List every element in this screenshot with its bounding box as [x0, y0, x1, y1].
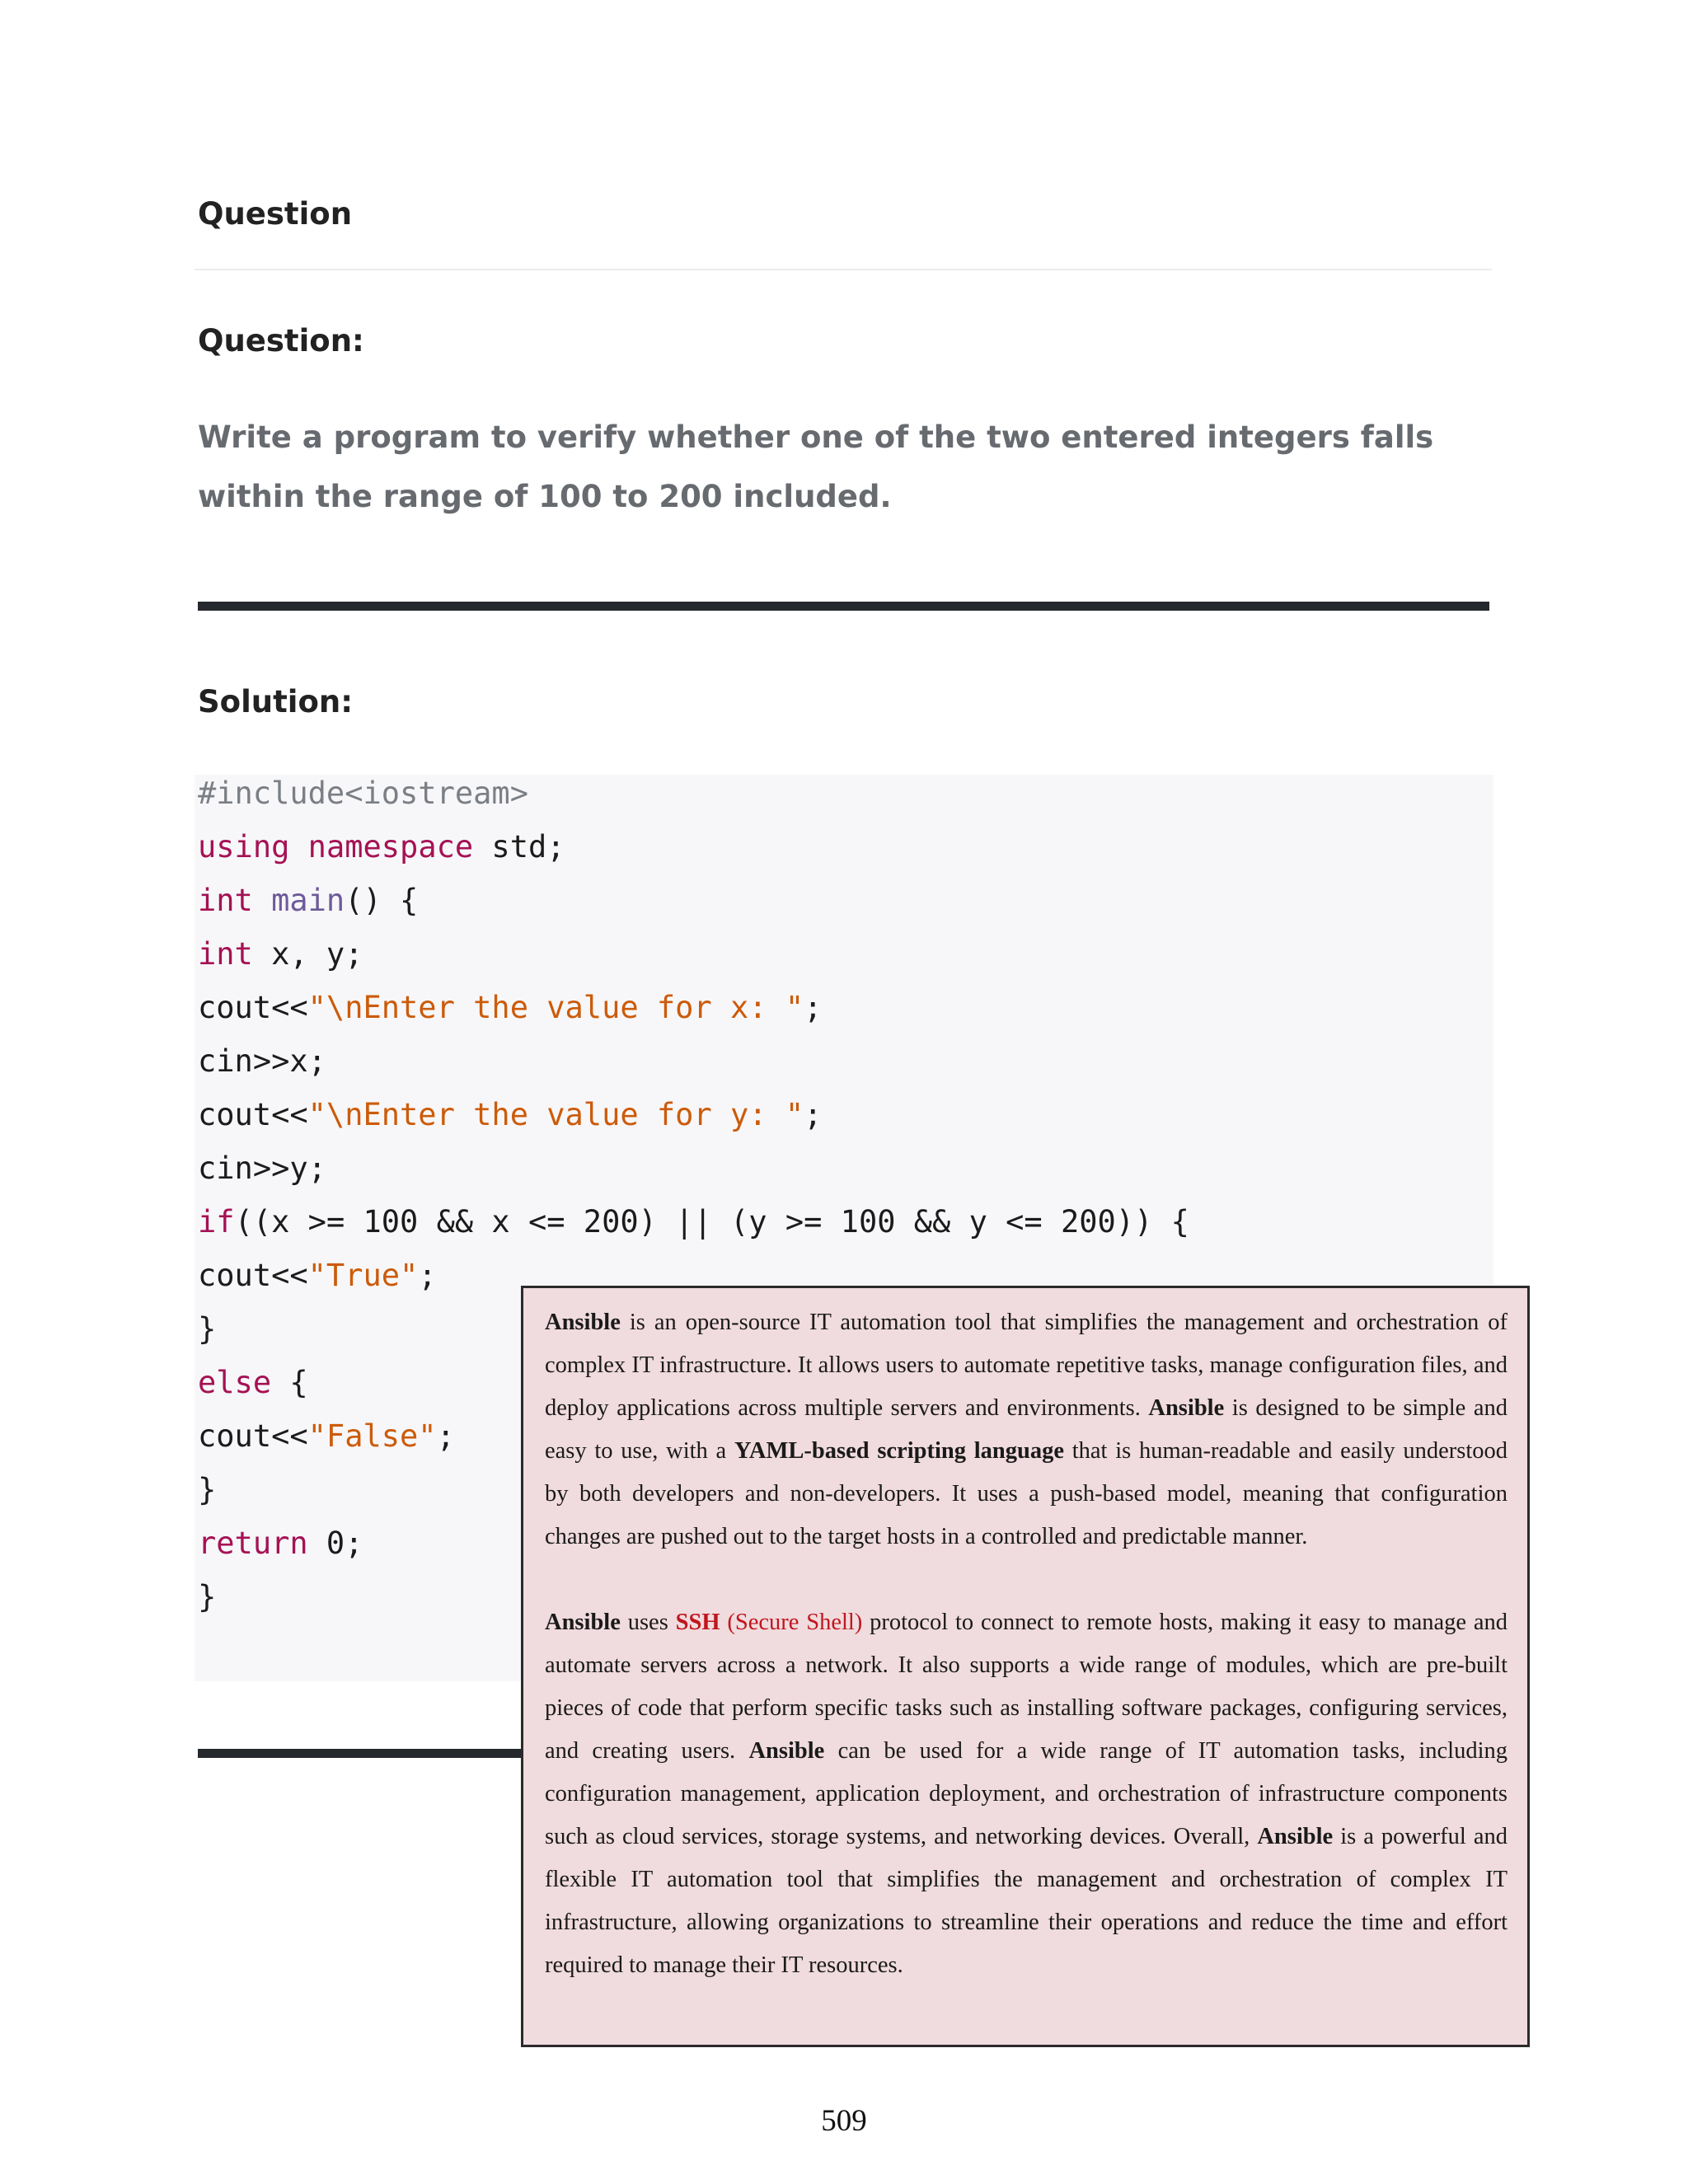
separator-bar: [198, 602, 1489, 611]
code-line: }: [198, 1311, 217, 1347]
code-line: using namespace std;: [198, 829, 565, 865]
code-line: return 0;: [198, 1526, 363, 1561]
callout-paragraph-1: Ansible is an open-source IT automation tool that simplifies the management and orchestration of complex IT infrastructure. It allows users to automate repetitive tasks, manage configuration files, and deploy applications across multiple servers and environments. Ansible is designed to be simple and easy to use, with a YAML-based scripting language that is human-readable and easily understood by both developers and non-developers. It uses a push-based model, meaning that configuration changes are pushed out to the target hosts in a controlled and predictable manner.: [545, 1310, 1508, 1549]
code-line: cin>>y;: [198, 1151, 326, 1186]
code-line: }: [198, 1472, 217, 1507]
code-line: int main() {: [198, 883, 419, 918]
question-text: Write a program to verify whether one of the two entered integers falls within the range of 100 to 200 included.: [198, 419, 1434, 514]
code-line: else {: [198, 1365, 308, 1400]
code-line: cout<<"False";: [198, 1418, 455, 1454]
code-line: cin>>x;: [198, 1043, 326, 1079]
callout-paragraph-2: Ansible uses SSH (Secure Shell) protocol to connect to remote hosts, making it easy to manage and automate servers across a network. It also supports a wide range of modules, which are pre-built pieces of code that perform specific tasks such as installing software packages, configuring services, and creating users. Ansible can be used for a wide range of IT automation tasks, including configuration management, application deployment, and orchestration of infrastructure components such as cloud services, storage systems, and networking devices. Overall, Ansible is a powerful and flexible IT automation tool that simplifies the management and orchestration of complex IT infrastructure, allowing organizations to streamline their operations and reduce the time and effort required to manage their IT resources.: [545, 1610, 1508, 1978]
question-label: Question:: [198, 323, 364, 359]
code-line: cout<<"\nEnter the value for x: ";: [198, 990, 823, 1025]
code-line: int x, y;: [198, 936, 363, 972]
divider: [195, 269, 1492, 270]
code-line: }: [198, 1579, 217, 1615]
page-number: 509: [821, 2104, 867, 2138]
code-line: cout<<"True";: [198, 1258, 437, 1293]
ansible-callout-box: [521, 1286, 1530, 2047]
code-line: #include<iostream>: [198, 776, 528, 811]
solution-label: Solution:: [198, 684, 354, 719]
section-heading: Question: [198, 196, 353, 232]
code-line: if((x >= 100 && x <= 200) || (y >= 100 && y <= 200)) {: [198, 1204, 1189, 1240]
code-line: cout<<"\nEnter the value for y: ";: [198, 1097, 823, 1132]
